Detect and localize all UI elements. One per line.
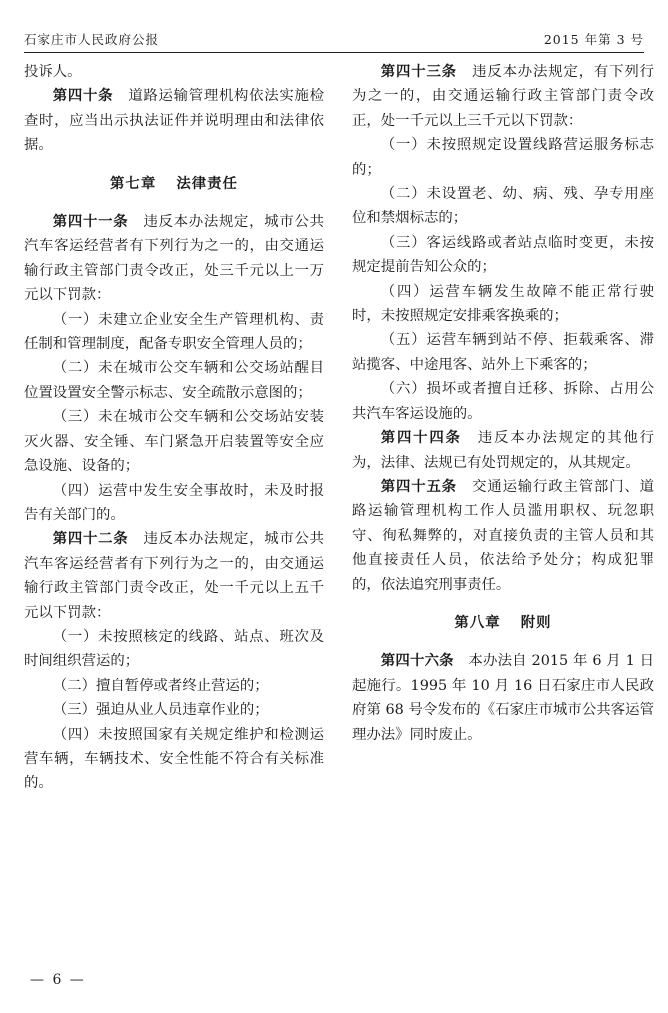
header-divider	[24, 52, 644, 53]
list-item: （六）损坏或者擅自迁移、拆除、占用公共汽车客运设施的。	[352, 381, 654, 422]
list-item: （一）未按照规定设置线路营运服务标志的；	[352, 137, 654, 178]
article-43	[352, 60, 654, 133]
page-header	[24, 30, 644, 50]
list-item: （二）擅自暂停或者终止营运的；	[52, 677, 269, 694]
right-column	[352, 60, 654, 747]
page-number: — 6 —	[30, 972, 86, 988]
paragraph-continuation: 投诉人。	[24, 64, 82, 80]
article-title: 第四十一条	[52, 214, 129, 231]
list-item: （五）运营车辆到站不停、拒载乘客、滞站揽客、中途甩客、站外上下乘客的；	[352, 332, 654, 373]
list-item: （一）未建立企业安全生产管理机构、责任制和管理制度，配备专职安全管理人员的；	[24, 311, 324, 353]
chapter-name: 附则	[520, 614, 552, 631]
article-text: 违反本办法规定，城市公共汽车客运经营者有下列行为之一的，由交通运输行政主管部门责令改正，处一千元以上五千元以下罚款：	[24, 531, 324, 621]
chapter-8-heading	[352, 611, 654, 635]
list-item: （四）未按照国家有关规定维护和检测运营车辆，车辆技术、安全性能不符合有关标准的。	[24, 726, 324, 792]
article-45	[352, 475, 654, 597]
chapter-number: 第七章	[110, 175, 157, 192]
list-item: （三）强迫从业人员违章作业的；	[52, 702, 269, 719]
article-title: 第四十四条	[380, 430, 462, 447]
article-text: 交通运输行政主管部门、道路运输管理机构工作人员滥用职权、玩忽职守、徇私舞弊的，对直接负责的主管人员和其他直接责任人员，依法给予处分；构成犯罪的，依法追究刑事责任。	[352, 478, 654, 593]
article-41	[24, 210, 324, 308]
chapter-number: 第八章	[454, 614, 501, 631]
list-item: （二）未在城市公交车辆和公交场站醒目位置设置安全警示标志、安全疏散示意图的；	[24, 360, 324, 401]
article-text: 道路运输管理机构依法实施检查时，应当出示执法证件并说明理由和法律依据。	[24, 88, 324, 154]
article-44	[352, 426, 654, 475]
article-text: 本办法自 2015 年 6 月 1 日起施行。1995 年 10 月 16 日石家庄市人民政府第 68 号令发布的《石家庄市城市公共客运管理办法》同时废止。	[352, 653, 654, 743]
article-46	[352, 649, 654, 747]
list-item: （一）未按照核定的线路、站点、班次及时间组织营运的；	[24, 628, 324, 670]
chapter-7-heading	[24, 172, 324, 196]
issue-number: 2015 年第 3 号	[543, 32, 644, 47]
article-40	[24, 84, 324, 157]
list-item: （三）未在城市公交车辆和公交场站安装灭火器、安全锤、车门紧急开启装置等安全应急设施、设备的；	[24, 409, 324, 475]
list-item: （二）未设置老、幼、病、残、孕专用座位和禁烟标志的；	[352, 186, 654, 227]
article-title: 第四十五条	[380, 478, 457, 495]
article-text: 违反本办法规定的其他行为，法律、法规已有处罚规定的，从其规定。	[352, 430, 654, 471]
list-item: （三）客运线路或者站点临时变更，未按规定提前告知公众的；	[352, 234, 654, 276]
article-title: 第四十二条	[52, 531, 129, 548]
article-42	[24, 527, 324, 625]
list-item: （四）运营中发生安全事故时，未及时报告有关部门的。	[24, 482, 324, 523]
article-text: 违反本办法规定，有下列行为之一的，由交通运输行政主管部门责令改正，处一千元以上三千元以下罚款：	[352, 64, 654, 129]
chapter-name: 法律责任	[176, 175, 238, 192]
article-title: 第四十条	[52, 88, 114, 105]
article-text: 违反本办法规定，城市公共汽车客运经营者有下列行为之一的，由交通运输行政主管部门责令改正，处三千元以上一万元以下罚款：	[24, 214, 324, 304]
article-title: 第四十三条	[380, 64, 457, 80]
article-title: 第四十六条	[380, 653, 454, 670]
left-column	[24, 60, 324, 796]
list-item: （四）运营车辆发生故障不能正常行驶时，未按照规定安排乘客换乘的；	[352, 283, 654, 325]
publication-title: 石家庄市人民政府公报	[24, 32, 160, 47]
